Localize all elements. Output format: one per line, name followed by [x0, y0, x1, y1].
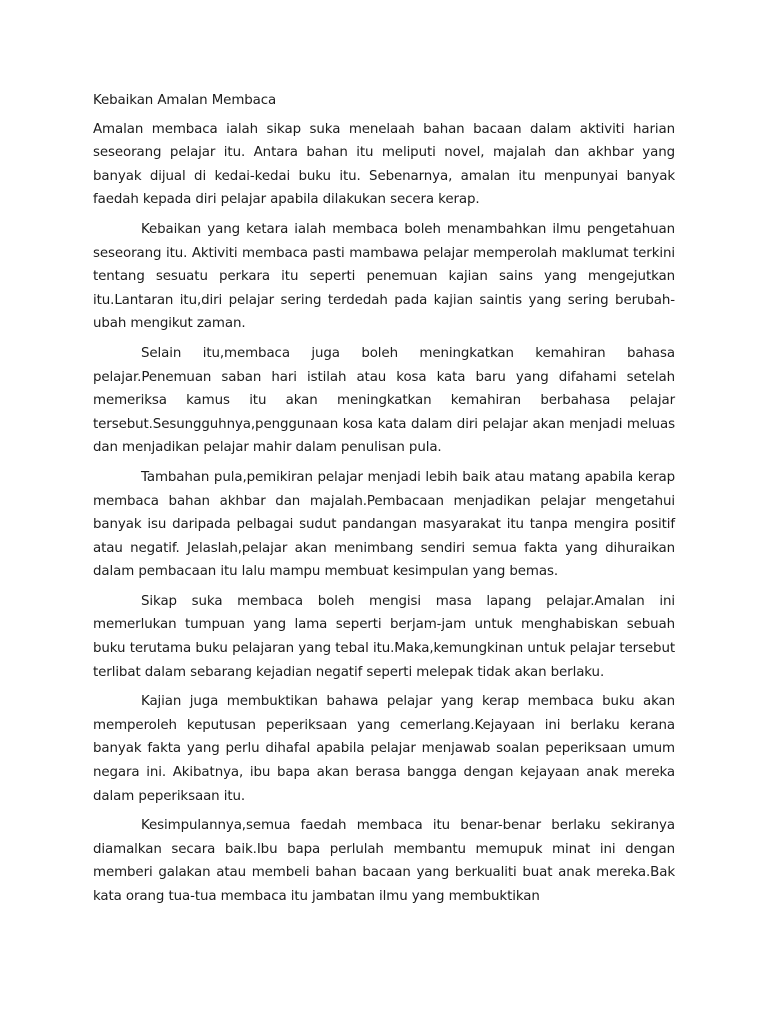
- paragraph-exam-results: Kajian juga membuktikan bahawa pelajar yang kerap membaca buku akan memperoleh keputusan peperiksaan yang cemerlang.Kejayaan ini berlaku kerana banyak fakta yang perlu dihafal apabila pelajar menjawab soalan peperiksaan umum negara ini. Akibatnya, ibu bapa akan berasa bangga dengan kejayaan anak mereka dalam peperiksaan itu.: [93, 694, 675, 804]
- document-title: Kebaikan Amalan Membaca: [93, 93, 277, 108]
- paragraph-knowledge: Kebaikan yang ketara ialah membaca boleh menambahkan ilmu pengetahuan seseorang itu. Aktiviti membaca pasti mambawa pelajar memperolah maklumat terkini tentang sesuatu perkara itu seperti penemuan kajian sains yang mengejutkan itu.Lantaran itu,diri pelajar sering terdedah pada kajian saintis yang sering berubah-ubah mengikut zaman.: [93, 221, 675, 332]
- document-page: [93, 89, 675, 915]
- paragraph-introduction: Amalan membaca ialah sikap suka menelaah bahan bacaan dalam aktiviti harian seseorang pelajar itu. Antara bahan itu meliputi novel, majalah dan akhbar yang banyak dijual di kedai-kedai buku itu. Sebenarnya, amalan itu menpunyai banyak faedah kepada diri pelajar apabila dilakukan secera kerap.: [93, 121, 675, 208]
- paragraph-leisure-time: Sikap suka membaca boleh mengisi masa lapang pelajar.Amalan ini memerlukan tumpuan yang lama seperti berjam-jam untuk menghabiskan sebuah buku terutama buku pelajaran yang tebal itu.Maka,kemungkinan untuk pelajar tersebut terlibat dalam sebarang kejadian negatif seperti melepak tidak akan berlaku.: [93, 593, 675, 680]
- paragraph-mature-thinking: Tambahan pula,pemikiran pelajar menjadi lebih baik atau matang apabila kerap membaca bahan akhbar dan majalah.Pembacaan menjadikan pelajar mengetahui banyak isu daripada pelbagai sudut pandangan masyarakat itu tanpa mengira positif atau negatif. Jelaslah,pelajar akan menimbang sendiri semua fakta yang dihuraikan dalam pembacaan itu lalu mampu membuat kesimpulan yang bemas.: [93, 469, 675, 580]
- paragraph-language-skill: Selain itu,membaca juga boleh meningkatkan kemahiran bahasa pelajar.Penemuan saban hari istilah atau kosa kata baru yang difahami setelah memeriksa kamus itu akan meningkatkan kemahiran berbahasa pelajar tersebut.Sesungguhnya,penggunaan kosa kata dalam diri pelajar akan menjadi meluas dan menjadikan pelajar mahir dalam penulisan pula.: [93, 345, 675, 456]
- paragraph-conclusion: Kesimpulannya,semua faedah membaca itu benar-benar berlaku sekiranya diamalkan secara baik.Ibu bapa perlulah membantu memupuk minat ini dengan memberi galakan atau membeli bahan bacaan yang berkualiti buat anak mereka.Bak kata orang tua-tua membaca itu jambatan ilmu yang membuktikan: [93, 818, 675, 904]
